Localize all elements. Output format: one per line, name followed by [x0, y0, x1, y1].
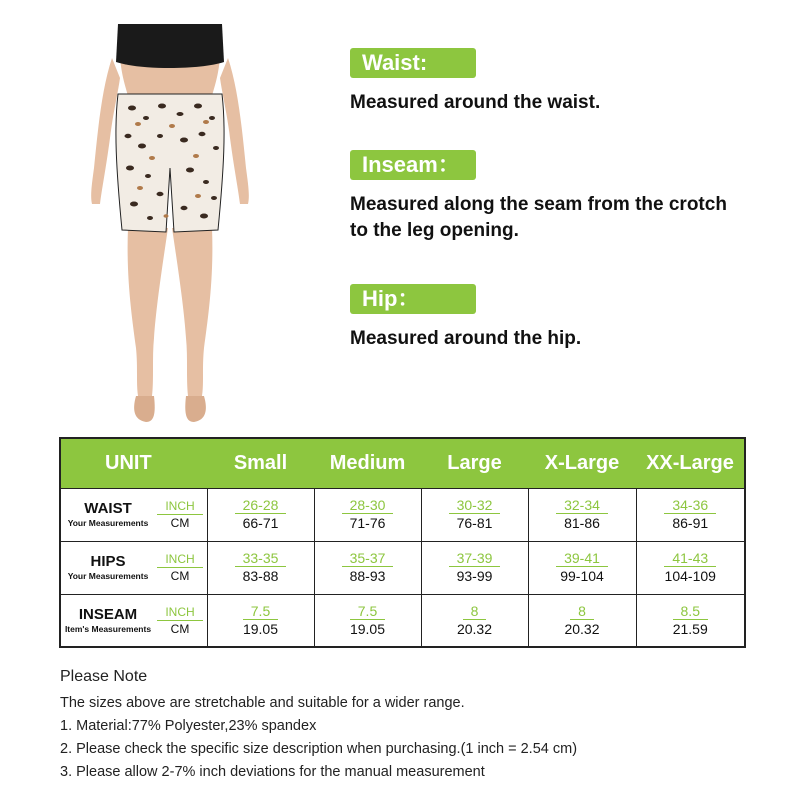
waist-description: Measured around the waist.	[350, 92, 601, 113]
inch-value: 39-41	[556, 550, 608, 567]
inch-value: 32-34	[556, 497, 608, 514]
table-cell	[314, 594, 421, 647]
cm-unit-label: CM	[170, 516, 190, 530]
cm-value: 20.32	[456, 620, 493, 637]
size-header-medium: Medium	[314, 438, 421, 488]
size-header-small: Small	[207, 438, 314, 488]
table-cell	[636, 488, 745, 541]
inch-value: 28-30	[342, 497, 394, 514]
inch-value: 34-36	[664, 497, 716, 514]
cm-value: 86-91	[672, 515, 709, 531]
row-label-waist	[60, 488, 207, 541]
row-subtitle: Your Measurements	[67, 571, 149, 581]
cm-value: 83-88	[242, 568, 279, 584]
table-cell	[421, 594, 528, 647]
note-line: 3. Please allow 2-7% inch deviations for the manual measurement	[60, 764, 485, 780]
cm-value: 88-93	[349, 568, 386, 584]
hip-definition	[350, 284, 581, 352]
size-chart-table	[59, 437, 746, 648]
cm-value: 93-99	[456, 568, 493, 584]
row-label-inseam	[60, 594, 207, 647]
cm-value: 19.05	[242, 620, 279, 637]
inseam-tag: Inseam：	[350, 150, 476, 180]
model-illustration	[80, 18, 260, 428]
note-line: 1. Material:77% Polyester,23% spandex	[60, 718, 317, 734]
table-cell	[636, 594, 745, 647]
inseam-description-line1: Measured along the seam from the crotch	[350, 194, 727, 215]
inch-value: 8	[463, 603, 487, 620]
inch-value: 26-28	[235, 497, 287, 514]
cm-value: 81-86	[564, 515, 600, 531]
cm-unit-label: CM	[170, 621, 190, 636]
notes-section	[60, 666, 780, 784]
table-cell	[314, 541, 421, 594]
table-cell	[207, 594, 314, 647]
table-cell	[528, 594, 636, 647]
table-row-hips	[60, 541, 745, 594]
inch-value: 7.5	[243, 603, 278, 620]
inch-value: 8	[570, 603, 594, 620]
inseam-description-line2: to the leg opening.	[350, 220, 519, 241]
cm-unit-label: CM	[170, 569, 190, 583]
row-subtitle: Your Measurements	[67, 518, 149, 528]
inch-value: 7.5	[350, 603, 385, 620]
row-label-hips	[60, 541, 207, 594]
table-header-row	[60, 438, 745, 488]
cm-value: 19.05	[349, 620, 386, 637]
table-cell	[207, 488, 314, 541]
notes-heading: Please Note	[60, 668, 148, 685]
size-header-x-large: X-Large	[528, 438, 636, 488]
table-cell	[314, 488, 421, 541]
note-line: 2. Please check the specific size description when purchasing.(1 inch = 2.54 cm)	[60, 741, 578, 757]
note-line: The sizes above are stretchable and suitable for a wider range.	[60, 695, 465, 711]
inch-value: 35-37	[342, 550, 394, 567]
inch-value: 8.5	[673, 603, 708, 620]
inseam-definition	[350, 150, 727, 244]
table-cell	[528, 541, 636, 594]
table-row-inseam	[60, 594, 745, 647]
table-cell	[421, 541, 528, 594]
table-cell	[421, 488, 528, 541]
inch-unit-label: INCH	[157, 498, 203, 515]
cm-value: 71-76	[349, 515, 386, 531]
cm-value: 104-109	[664, 568, 716, 584]
table-cell	[636, 541, 745, 594]
unit-header: UNIT	[60, 438, 207, 488]
size-header-xx-large: XX-Large	[636, 438, 745, 488]
table-row-waist	[60, 488, 745, 541]
cm-value: 99-104	[560, 568, 604, 584]
row-name: WAIST	[84, 500, 132, 517]
cm-value: 21.59	[672, 620, 708, 637]
cm-value: 76-81	[456, 515, 493, 531]
row-name: INSEAM	[78, 605, 138, 623]
waist-definition	[350, 48, 600, 116]
cm-value: 66-71	[242, 515, 279, 531]
inch-value: 33-35	[235, 550, 287, 567]
size-header-large: Large	[421, 438, 528, 488]
table-cell	[528, 488, 636, 541]
inch-value: 30-32	[449, 497, 501, 514]
hip-description: Measured around the hip.	[350, 328, 582, 349]
waist-tag: Waist:	[350, 48, 476, 78]
inch-unit-label: INCH	[157, 551, 203, 568]
row-name: HIPS	[90, 553, 126, 570]
row-subtitle: Item's Measurements	[64, 623, 152, 634]
inch-unit-label: INCH	[157, 604, 203, 621]
inch-value: 41-43	[664, 550, 716, 567]
inch-value: 37-39	[449, 550, 501, 567]
hip-tag: Hip：	[350, 284, 476, 314]
table-cell	[207, 541, 314, 594]
cm-value: 20.32	[564, 620, 600, 637]
